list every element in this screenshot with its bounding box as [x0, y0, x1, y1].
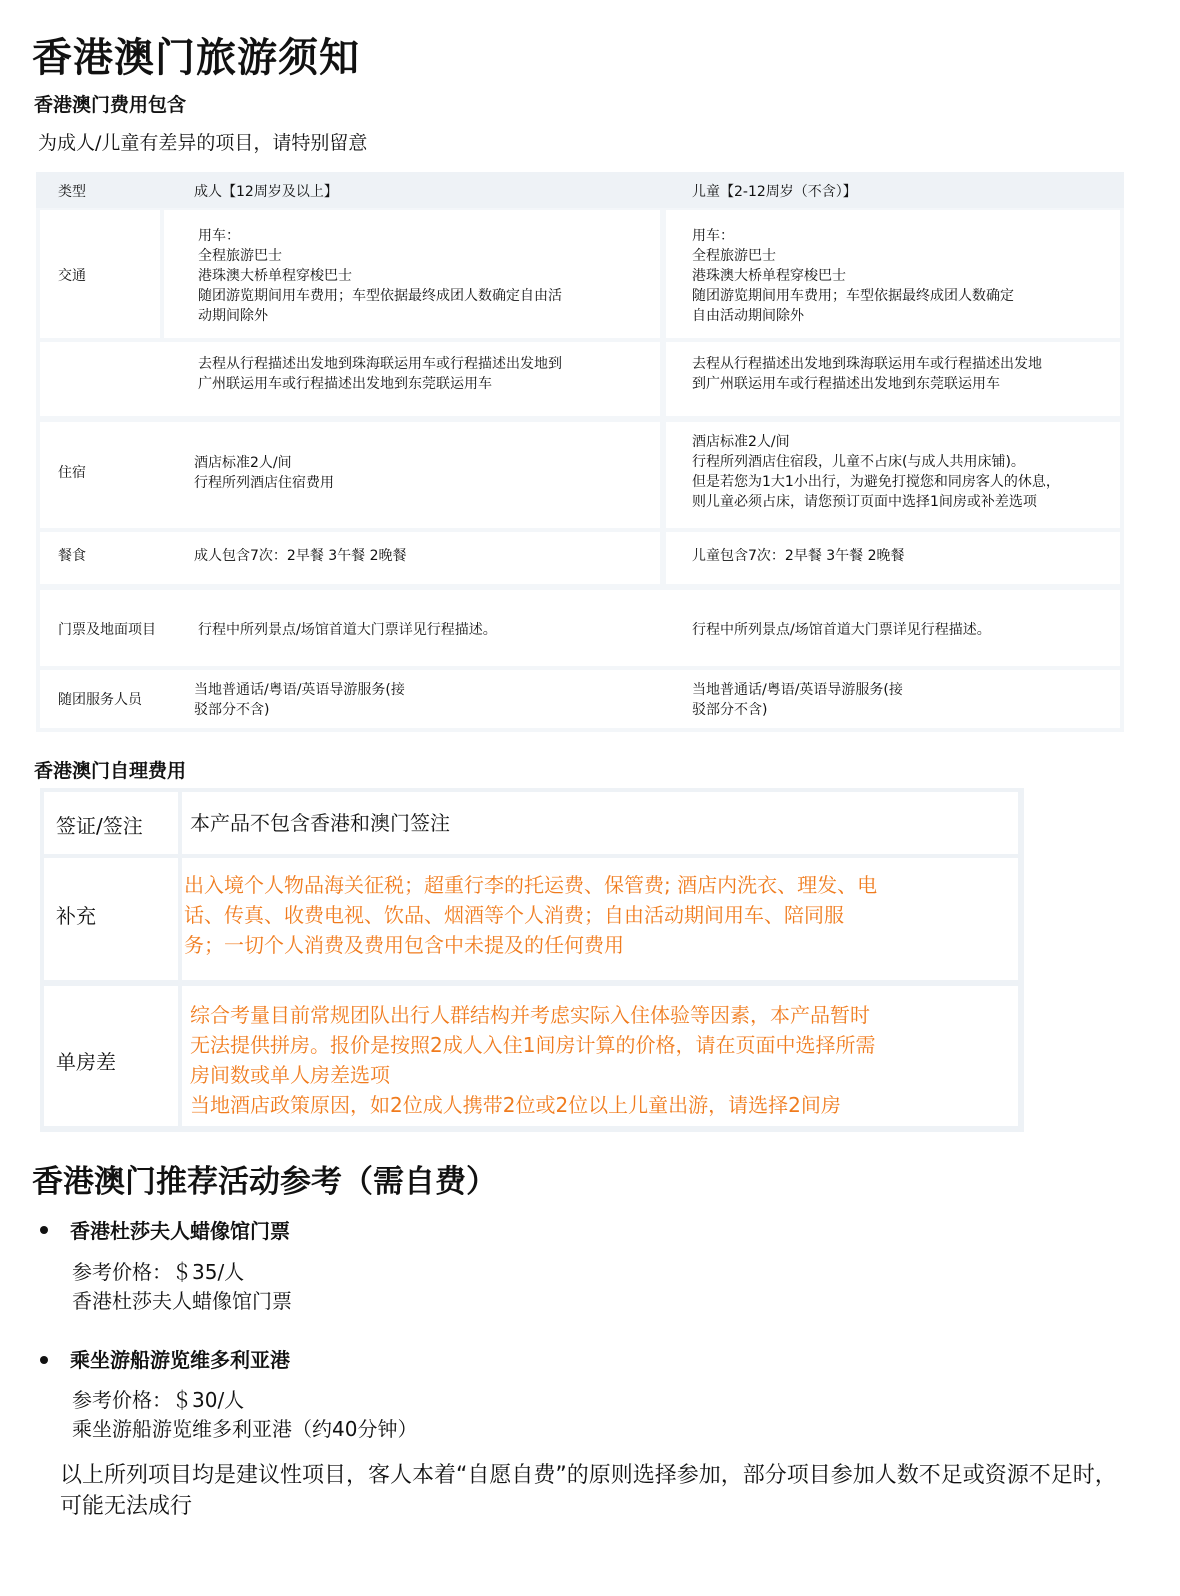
activity-title: 乘坐游船游览维多利亚港	[70, 1348, 290, 1372]
row-child: 当地普通话/粤语/英语导游服务(接 驳部分不含)	[692, 682, 903, 718]
activity-title: 香港杜莎夫人蜡像馆门票	[70, 1219, 290, 1243]
col-header-adult: 成人【12周岁及以上】	[194, 184, 338, 200]
included-heading: 香港澳门费用包含	[34, 94, 187, 116]
row-child: 行程中所列景点/场馆首道大门票详见行程描述。	[692, 622, 991, 638]
row-label: 单房差	[56, 1050, 116, 1074]
row-adult: 当地普通话/粤语/英语导游服务(接 驳部分不含)	[194, 682, 405, 718]
activity-body: 参考价格：＄35/人 香港杜莎夫人蜡像馆门票	[72, 1260, 292, 1313]
row-type: 门票及地面项目	[58, 622, 156, 638]
bullet-icon	[40, 1356, 48, 1364]
row-type: 随团服务人员	[58, 692, 142, 708]
activities-footer-note: 以上所列项目均是建议性项目，客人本着“自愿自费”的原则选择参加，部分项目参加人数不足或资源不足时，可能无法成行	[60, 1463, 1117, 1519]
col-header-child: 儿童【2-12周岁（不含）】	[692, 184, 857, 200]
row-child: 儿童包含7次：2早餐 3午餐 2晚餐	[692, 548, 905, 564]
row-adult: 用车： 全程旅游巴士 港珠澳大桥单程穿梭巴士 随团游览期间用车费用；车型依据最终成团人数确定自由活 动期间除外	[198, 228, 562, 324]
row-child: 用车： 全程旅游巴士 港珠澳大桥单程穿梭巴士 随团游览期间用车费用；车型依据最终成团人数确定 自由活动期间除外	[692, 228, 1014, 324]
row-child: 去程从行程描述出发地到珠海联运用车或行程描述出发地 到广州联运用车或行程描述出发地到东莞联运用车	[692, 356, 1042, 392]
self-paid-table	[40, 788, 1024, 1132]
row-adult: 酒店标准2人/间 行程所列酒店住宿费用	[194, 455, 334, 491]
page-title: 香港澳门旅游须知	[32, 35, 360, 81]
col-header-type: 类型	[58, 184, 86, 200]
self-paid-heading: 香港澳门自理费用	[34, 760, 187, 782]
included-note: 为成人/儿童有差异的项目，请特别留意	[38, 132, 368, 154]
row-value: 综合考量目前常规团队出行人群结构并考虑实际入住体验等因素，本产品暂时 无法提供拼房。报价是按照2成人入住1间房计算的价格，请在页面中选择所需 房间数或单人房差选项 当地酒店政策原因，如2位成人携带2位或2位以上儿童出游，请选择2间房	[190, 1003, 876, 1117]
activity-body: 参考价格：＄30/人 乘坐游船游览维多利亚港（约40分钟）	[72, 1388, 418, 1441]
row-value: 本产品不包含香港和澳门签注	[190, 811, 450, 835]
row-adult: 成人包含7次：2早餐 3午餐 2晚餐	[194, 548, 407, 564]
row-type: 交通	[58, 268, 86, 284]
row-label: 签证/签注	[56, 814, 143, 838]
table-row	[40, 422, 660, 528]
row-adult: 去程从行程描述出发地到珠海联运用车或行程描述出发地到 广州联运用车或行程描述出发地到东莞联运用车	[198, 356, 562, 392]
row-value: 出入境个人物品海关征税；超重行李的托运费、保管费; 酒店内洗衣、理发、电 话、传真、收费电视、饮品、烟酒等个人消费；自由活动期间用车、陪同服 务；一切个人消费及费用包含中未提及的任何费用	[184, 873, 878, 957]
row-type: 住宿	[58, 465, 86, 481]
row-adult: 行程中所列景点/场馆首道大门票详见行程描述。	[198, 622, 497, 638]
included-table	[36, 172, 1124, 732]
bullet-icon	[40, 1226, 48, 1234]
row-label: 补充	[56, 904, 96, 928]
row-child: 酒店标准2人/间 行程所列酒店住宿段，儿童不占床(与成人共用床铺)。 但是若您为1大1小出行，为避免打搅您和同房客人的休息， 则儿童必须占床，请您预订页面中选择1间房或补差选项	[692, 434, 1060, 510]
row-type: 餐食	[58, 548, 86, 564]
activities-heading: 香港澳门推荐活动参考（需自费）	[32, 1164, 497, 1200]
